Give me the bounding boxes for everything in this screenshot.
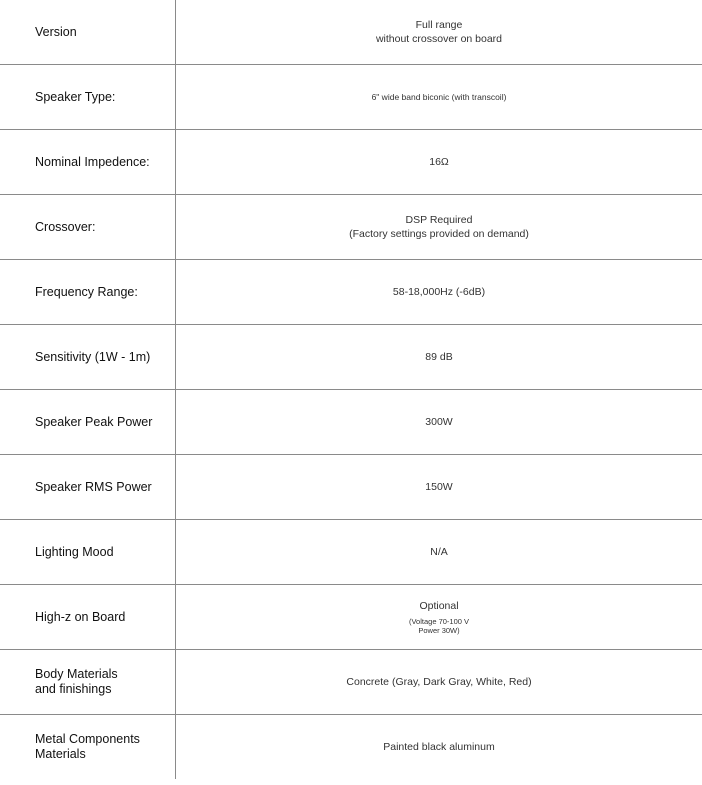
spec-label: Crossover: <box>0 195 176 259</box>
spec-row-lighting-mood <box>0 520 702 585</box>
spec-value-line: Optional <box>419 599 459 612</box>
spec-value <box>176 585 702 649</box>
spec-label: High-z on Board <box>0 585 176 649</box>
spec-row-body-materials <box>0 650 702 715</box>
spec-row-sensitivity <box>0 325 702 390</box>
spec-value <box>176 0 702 64</box>
spec-row-nominal-impedence <box>0 130 702 195</box>
spec-value <box>176 260 702 324</box>
spec-value-line: Concrete (Gray, Dark Gray, White, Red) <box>346 676 532 688</box>
spec-row-version <box>0 0 702 65</box>
spec-row-peak-power <box>0 390 702 455</box>
spec-value <box>176 650 702 714</box>
spec-label: Speaker Peak Power <box>0 390 176 454</box>
spec-value-line: Full range <box>415 19 463 31</box>
spec-value-note: Power 30W) <box>418 626 460 635</box>
spec-value-line: 300W <box>425 416 453 428</box>
spec-row-frequency-range <box>0 260 702 325</box>
spec-label: Nominal Impedence: <box>0 130 176 194</box>
spec-value <box>176 390 702 454</box>
spec-value-note: (Voltage 70-100 V <box>408 616 470 626</box>
spec-value-line: Painted black aluminum <box>383 741 495 753</box>
spec-value-line: 58-18,000Hz (-6dB) <box>392 286 486 298</box>
spec-label: Speaker Type: <box>0 65 176 129</box>
spec-label: Version <box>0 0 176 64</box>
spec-value <box>176 455 702 519</box>
spec-label: Metal Components Materials <box>0 715 176 779</box>
spec-value-line: 6" wide band biconic (with transcoil) <box>371 92 507 102</box>
spec-row-speaker-type <box>0 65 702 130</box>
spec-row-high-z <box>0 585 702 650</box>
spec-value-line: DSP Required <box>405 214 473 226</box>
spec-label: Body Materials and finishings <box>0 650 176 714</box>
spec-value-line: 16Ω <box>429 156 449 168</box>
spec-value <box>176 325 702 389</box>
spec-value-line: (Factory settings provided on demand) <box>349 228 529 240</box>
spec-value <box>176 195 702 259</box>
spec-value-line: without crossover on board <box>375 33 503 45</box>
spec-label: Speaker RMS Power <box>0 455 176 519</box>
spec-label: Frequency Range: <box>0 260 176 324</box>
spec-label: Lighting Mood <box>0 520 176 584</box>
spec-value <box>176 65 702 129</box>
spec-value <box>176 715 702 779</box>
spec-value-line: 150W <box>425 481 453 493</box>
spec-value-line: 89 dB <box>425 351 453 363</box>
spec-row-rms-power <box>0 455 702 520</box>
spec-value-line: N/A <box>430 546 448 558</box>
spec-row-metal-components <box>0 715 702 779</box>
spec-value <box>176 520 702 584</box>
spec-value <box>176 130 702 194</box>
spec-label: Sensitivity (1W - 1m) <box>0 325 176 389</box>
spec-row-crossover <box>0 195 702 260</box>
